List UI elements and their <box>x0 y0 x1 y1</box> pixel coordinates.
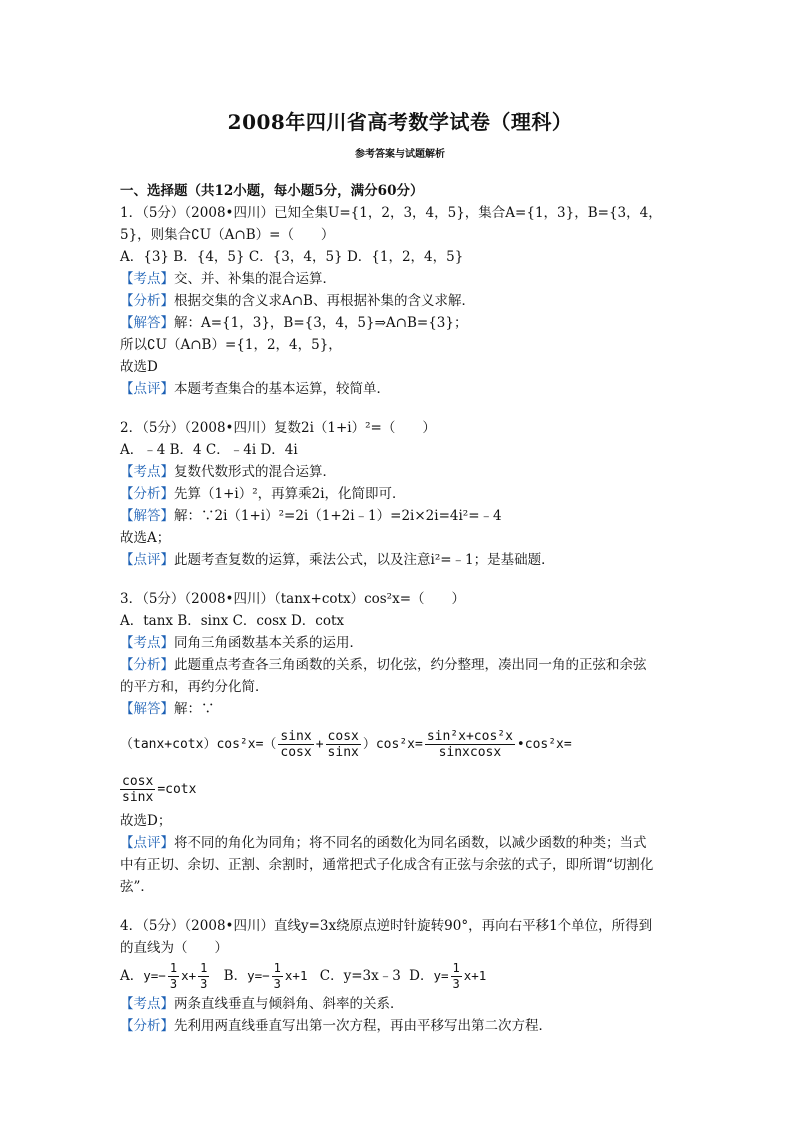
fraction <box>425 729 515 760</box>
q2-options: A．﹣4 B．4 C．﹣4i D．4i <box>120 442 298 458</box>
q2-dianping <box>120 549 690 571</box>
dianping-tag: 【点评】 <box>120 835 174 851</box>
fraction-denominator: 3 <box>169 977 178 991</box>
q4-kaodian <box>120 993 690 1015</box>
fraction-numerator: sinx <box>280 729 312 744</box>
q1-fenxi-text: 根据交集的含义求A∩B、再根据补集的含义求解． <box>174 293 475 309</box>
q1-jieda <box>120 312 690 334</box>
option-d-label: D． <box>409 968 434 984</box>
fraction <box>272 961 283 992</box>
fraction <box>168 961 179 992</box>
fraction <box>198 961 209 992</box>
q2-fenxi <box>120 483 690 505</box>
fraction <box>326 729 361 760</box>
q2-answer: 故选A； <box>120 530 171 546</box>
q1-kaodian-text: 交、并、补集的混合运算． <box>174 271 336 287</box>
page-title: 2008年四川省高考数学试卷（理科） <box>227 110 573 134</box>
fraction-denominator: sinxcosx <box>438 745 502 760</box>
kaodian-tag: 【考点】 <box>120 635 174 651</box>
q1-kaodian <box>120 268 690 290</box>
q3-fenxi-line1 <box>120 654 690 676</box>
q3-dianping-line3: 弦”． <box>120 879 154 895</box>
option-a-text: y=− <box>143 968 166 983</box>
section-heading: 一、选择题（共12小题，每小题5分，满分60分） <box>120 183 424 199</box>
formula-text: •cos²x= <box>516 737 572 752</box>
fenxi-tag: 【分析】 <box>120 657 174 673</box>
fenxi-tag: 【分析】 <box>120 1018 174 1034</box>
fraction-numerator: 1 <box>200 961 208 975</box>
q1-answer: 故选D <box>120 359 158 375</box>
formula-text: （tanx+cotx）cos²x=（ <box>120 737 277 752</box>
q3-dianping-line1 <box>120 832 690 854</box>
q4-stem-line1: 4．（5分）（2008•四川）直线y=3x绕原点逆时针旋转90°，再向右平移1个单位，所得到 <box>120 918 653 934</box>
document-body <box>120 180 690 1037</box>
jieda-tag: 【解答】 <box>120 315 174 331</box>
formula-text: + <box>315 737 324 752</box>
q2-jieda-text: 解：∵2i（1+i）²=2i（1+2i﹣1）=2i×2i=4i²=﹣4 <box>174 508 502 524</box>
option-c: C．y=3x﹣3 <box>319 968 401 984</box>
q3-formula-cont <box>120 770 690 810</box>
option-d-text: x+1 <box>463 968 487 983</box>
fraction-denominator: cosx <box>280 745 312 760</box>
fraction <box>120 774 155 805</box>
q3-fenxi-text: 此题重点考查各三角函数的关系，切化弦，约分整理，凑出同一角的正弦和余弦 <box>174 657 647 673</box>
kaodian-tag: 【考点】 <box>120 996 174 1012</box>
q4-stem-line2: 的直线为（ ） <box>120 940 228 956</box>
option-a-text: x+ <box>181 968 197 983</box>
fenxi-tag: 【分析】 <box>120 486 174 502</box>
q4-options <box>120 959 690 993</box>
q1-options: A．{3} B．{4，5} C．{3，4，5} D．{1，2，4，5} <box>120 249 464 265</box>
option-b-text: x+1 <box>284 968 308 983</box>
kaodian-tag: 【考点】 <box>120 464 174 480</box>
q3-answer: 故选D； <box>120 813 172 829</box>
q1-jieda-text: 解：A={1，3}，B={3，4，5}⇒A∩B={3}； <box>174 315 468 331</box>
q2-fenxi-text: 先算（1+i）²，再算乘2i，化简即可． <box>174 486 406 502</box>
q4-fenxi-text: 先利用两直线垂直写出第一次方程，再由平移写出第二次方程． <box>174 1018 552 1034</box>
option-d-text: y= <box>433 968 449 983</box>
fraction-numerator: cosx <box>327 729 359 744</box>
fraction-denominator: 3 <box>273 977 281 991</box>
page-subtitle: 参考答案与试题解析 <box>355 149 445 160</box>
q3-fenxi-line2: 的平方和，再约分化简． <box>120 679 269 695</box>
fraction-numerator: 1 <box>273 961 281 975</box>
option-b-label: B． <box>223 968 248 984</box>
fraction-denominator: sinx <box>122 790 154 805</box>
q2-kaodian-text: 复数代数形式的混合运算． <box>174 464 336 480</box>
fraction-numerator: sin²x+cos²x <box>426 729 513 744</box>
q3-jieda-text: 解：∵ <box>174 701 215 717</box>
fraction-numerator: 1 <box>452 961 460 975</box>
formula-text: ）cos²x= <box>362 737 423 752</box>
q4-fenxi <box>120 1015 690 1037</box>
q3-dianping-line2: 中有正切、余切、正割、余割时，通常把式子化成含有正弦与余弦的式子，即所谓“切割化 <box>120 857 654 873</box>
formula-text: =cotx <box>157 782 197 797</box>
q4-kaodian-text: 两条直线垂直与倾斜角、斜率的关系． <box>174 996 404 1012</box>
q1-dianping-text: 本题考查集合的基本运算，较简单． <box>174 381 390 397</box>
q2-jieda <box>120 505 690 527</box>
dianping-tag: 【点评】 <box>120 552 174 568</box>
q1-dianping <box>120 378 690 400</box>
q3-dianping-text: 将不同的角化为同角；将不同名的函数化为同名函数，以减少函数的种类；当式 <box>174 835 647 851</box>
fraction-numerator: 1 <box>169 961 178 975</box>
fraction-numerator: cosx <box>122 774 154 789</box>
option-b-text: y=− <box>247 968 270 983</box>
fraction-denominator: sinx <box>327 745 359 760</box>
q1-stem-line2: 5}，则集合∁U（A∩B）=（ ） <box>120 227 335 243</box>
dianping-tag: 【点评】 <box>120 381 174 397</box>
q3-kaodian <box>120 632 690 654</box>
q3-kaodian-text: 同角三角函数基本关系的运用． <box>174 635 363 651</box>
jieda-tag: 【解答】 <box>120 701 174 717</box>
fraction <box>451 961 462 992</box>
q1-fenxi <box>120 290 690 312</box>
q3-formula <box>120 720 690 770</box>
fraction-denominator: 3 <box>452 977 460 991</box>
option-a-label: A． <box>120 968 144 984</box>
kaodian-tag: 【考点】 <box>120 271 174 287</box>
q1-stem-line1: 1．（5分）（2008•四川）已知全集U={1，2，3，4，5}，集合A={1，3}，B={3，4， <box>120 205 662 221</box>
q2-kaodian <box>120 461 690 483</box>
q3-jieda <box>120 698 690 720</box>
fraction-denominator: 3 <box>200 977 208 991</box>
fenxi-tag: 【分析】 <box>120 293 174 309</box>
q3-stem: 3．（5分）（2008•四川）（tanx+cotx）cos²x=（ ） <box>120 591 466 607</box>
q2-dianping-text: 此题考查复数的运算，乘法公式，以及注意i²=﹣1；是基础题． <box>174 552 555 568</box>
q3-options: A．tanx B．sinx C．cosx D．cotx <box>120 613 344 629</box>
q2-stem: 2．（5分）（2008•四川）复数2i（1+i）²=（ ） <box>120 420 436 436</box>
fraction <box>278 729 313 760</box>
q1-step2: 所以∁U（A∩B）={1，2，4，5}， <box>120 337 342 353</box>
jieda-tag: 【解答】 <box>120 508 174 524</box>
